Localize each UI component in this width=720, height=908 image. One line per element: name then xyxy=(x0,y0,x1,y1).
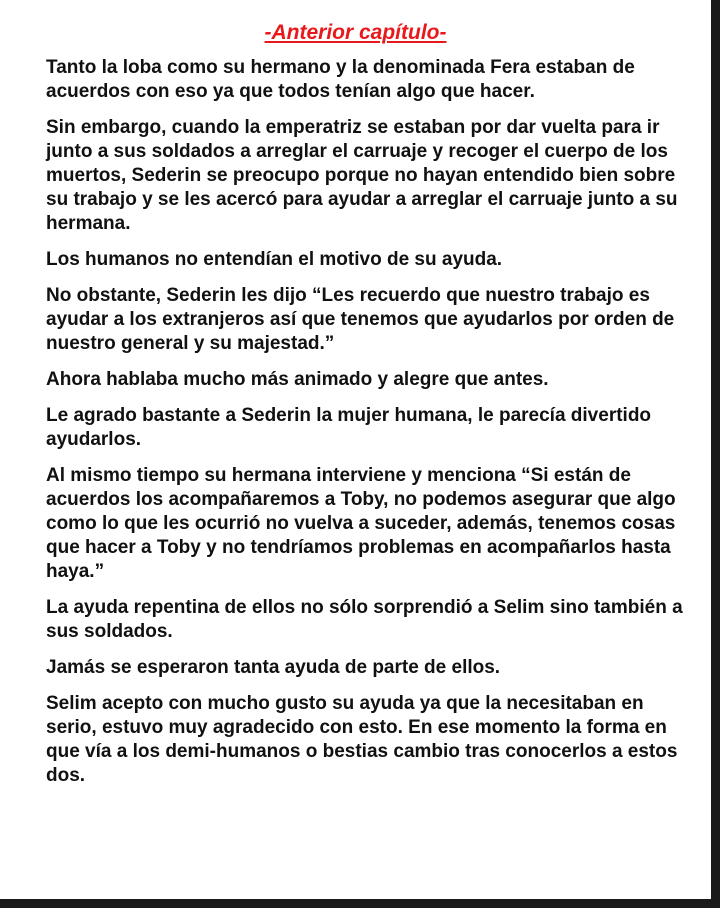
paragraph-3: Los humanos no entendían el motivo de su ayuda. xyxy=(46,249,503,270)
paragraph-7: Al mismo tiempo su hermana interviene y menciona “Si están de acuerdos los acompañaremos a Toby, no podemos asegurar que algo como lo que les ocurrió no vuelva a suceder, además, tenemos cosas que hacer a Toby y no tendríamos problemas en acompañarlos hasta haya.” xyxy=(46,465,676,582)
paragraph-2: Sin embargo, cuando la emperatriz se estaban por dar vuelta para ir junto a sus soldados a arreglar el carruaje y recoger el cuerpo de los muertos, Sederin se preocupo porque no hayan entendido bien sobre su trabajo y se les acercó para ayudar a arreglar el carruaje junto a su hermana. xyxy=(46,117,678,234)
paragraph-4: No obstante, Sederin les dijo “Les recuerdo que nuestro trabajo es ayudar a los extranjeros así que tenemos que ayudarlos por orden de nuestro general y su majestad.” xyxy=(46,285,675,354)
paragraph-8: La ayuda repentina de ellos no sólo sorprendió a Selim sino también a sus soldados. xyxy=(46,597,683,642)
paragraph-10: Selim acepto con mucho gusto su ayuda ya que la necesitaban en serio, estuvo muy agradecido con esto. En ese momento la forma en que vía a los demi-humanos o bestias cambio tras conocerlos a estos dos. xyxy=(46,693,678,786)
paragraph-5: Ahora hablaba mucho más animado y alegre que antes. xyxy=(46,369,549,390)
chapter-heading: -Anterior capítulo- xyxy=(264,21,447,44)
story-text xyxy=(46,56,686,800)
paragraph-9: Jamás se esperaron tanta ayuda de parte de ellos. xyxy=(46,657,501,678)
paragraph-1: Tanto la loba como su hermano y la denominada Fera estaban de acuerdos con eso ya que todos tenían algo que hacer. xyxy=(46,57,635,102)
paragraph-6: Le agrado bastante a Sederin la mujer humana, le parecía divertido ayudarlos. xyxy=(46,405,652,450)
